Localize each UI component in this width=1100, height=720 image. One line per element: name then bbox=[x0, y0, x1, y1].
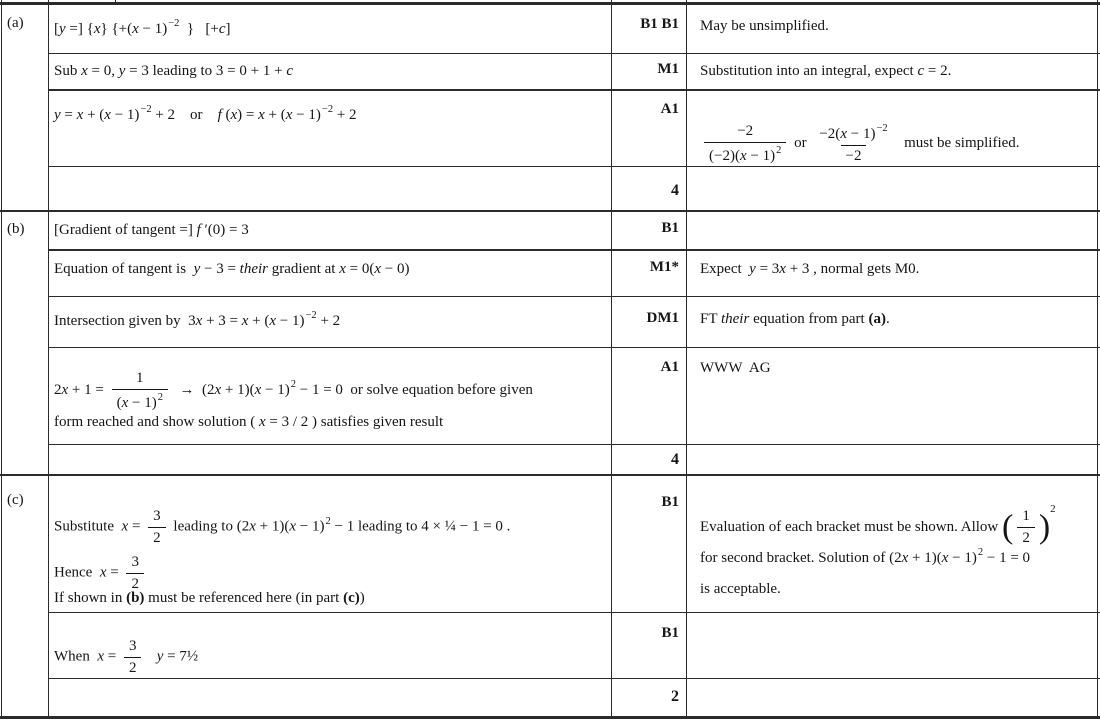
math-token: f bbox=[217, 107, 222, 123]
math-token: or bbox=[790, 135, 811, 152]
answer-c-row2 bbox=[54, 637, 604, 678]
guidance-a-row3 bbox=[700, 122, 1092, 166]
mark-cell: DM1 bbox=[646, 310, 679, 326]
answer-a-row1 bbox=[54, 17, 604, 39]
math-token: + 2 or bbox=[151, 107, 218, 123]
math-token: 2 bbox=[977, 547, 984, 558]
mark-cell: B1 bbox=[661, 220, 679, 236]
math-token: x bbox=[61, 382, 69, 399]
math-token: − 1) bbox=[746, 147, 776, 164]
table-border bbox=[48, 0, 49, 716]
math-token: y bbox=[59, 21, 66, 37]
mark-cell: B1 B1 bbox=[640, 16, 679, 32]
guidance-c-row1-line2 bbox=[700, 546, 1092, 568]
math-token: − 1) bbox=[276, 313, 305, 329]
math-token: x bbox=[97, 648, 104, 665]
math-token: − 1) bbox=[292, 107, 321, 123]
math-token: When bbox=[54, 648, 98, 665]
guidance-a-row2 bbox=[700, 62, 1092, 81]
math-token: y bbox=[54, 107, 61, 123]
math-token: = 3 leading to 3 = 0 + 1 + bbox=[125, 63, 287, 79]
math-token: (c) bbox=[343, 590, 360, 606]
math-token: must be simplified. bbox=[896, 135, 1020, 152]
total-marks-b: 4 bbox=[671, 451, 679, 468]
math-token: Evaluation of each bracket must be shown. Allow bbox=[700, 519, 1003, 535]
math-token: x bbox=[254, 382, 262, 399]
answer-c-row1-line2 bbox=[54, 553, 604, 594]
answer-b-row4-line1 bbox=[54, 369, 604, 413]
math-token: their bbox=[239, 261, 268, 277]
math-token: x bbox=[901, 550, 909, 566]
math-token: 1 bbox=[136, 370, 144, 386]
math-token: − 1) bbox=[296, 518, 325, 535]
table-border bbox=[48, 296, 1100, 297]
math-token: −2 bbox=[737, 123, 754, 139]
math-token: May be unsimplified. bbox=[700, 18, 829, 34]
math-token: 3 bbox=[153, 508, 161, 524]
math-token: x bbox=[241, 313, 249, 329]
table-border bbox=[48, 166, 1100, 167]
answer-b-row4-line2 bbox=[54, 413, 604, 432]
math-token: + 1 = bbox=[68, 382, 108, 399]
math-token: + 2 bbox=[333, 107, 357, 123]
guidance-a-row1 bbox=[700, 17, 1092, 36]
math-token: ] bbox=[225, 21, 231, 37]
math-token: } [+ bbox=[179, 21, 219, 37]
math-token: 2 bbox=[157, 391, 163, 403]
math-token: c bbox=[286, 63, 293, 79]
math-token: ( bbox=[1002, 508, 1014, 546]
math-token: 2 bbox=[128, 659, 137, 676]
mark-cell: A1 bbox=[660, 359, 679, 375]
math-token: = 7½ bbox=[163, 648, 199, 665]
answer-b-row2 bbox=[54, 260, 604, 279]
math-token: = bbox=[106, 564, 123, 581]
math-token: their bbox=[720, 311, 750, 327]
math-token: x bbox=[99, 564, 107, 581]
math-token: x bbox=[258, 414, 266, 430]
math-token: 2 bbox=[325, 515, 331, 527]
math-token: − 0) bbox=[381, 261, 410, 277]
math-token: ) bbox=[359, 590, 365, 606]
math-token: (a) bbox=[868, 311, 886, 327]
math-token: 3 bbox=[128, 638, 137, 654]
math-token: 2 bbox=[54, 382, 62, 399]
math-token: leading to (2 bbox=[169, 518, 250, 535]
math-token: c bbox=[917, 63, 925, 79]
fraction bbox=[814, 122, 892, 166]
math-token: x bbox=[285, 107, 293, 123]
math-token: is acceptable. bbox=[700, 581, 781, 597]
guidance-c-row1-line3 bbox=[700, 580, 1092, 599]
fraction bbox=[112, 369, 168, 413]
math-token: − 1) bbox=[110, 107, 140, 123]
math-token: x bbox=[289, 518, 297, 535]
fraction bbox=[126, 553, 144, 594]
math-token: must be referenced here (in part bbox=[144, 590, 344, 606]
math-token: → (2 bbox=[171, 382, 215, 399]
math-token: 2 bbox=[290, 379, 296, 391]
math-token: x bbox=[258, 107, 265, 123]
math-token: =] { bbox=[65, 21, 94, 37]
math-token: − 3 = bbox=[200, 261, 240, 277]
table-border bbox=[48, 53, 1100, 54]
fraction bbox=[148, 507, 166, 548]
guidance-c-row1-line1 bbox=[700, 503, 1092, 548]
math-token: + 3 , normal gets M0. bbox=[785, 261, 920, 277]
math-token: f bbox=[196, 222, 201, 238]
table-border bbox=[48, 444, 1100, 445]
math-token: WWW AG bbox=[700, 360, 771, 376]
fraction bbox=[124, 637, 142, 678]
math-token: y bbox=[749, 261, 756, 277]
math-token: − 1) bbox=[138, 21, 168, 37]
guidance-b-row4 bbox=[700, 359, 1092, 378]
math-token: = 3 bbox=[755, 261, 780, 277]
math-token: 2 bbox=[1022, 530, 1030, 547]
mark-cell: M1* bbox=[649, 259, 679, 275]
guidance-b-row2 bbox=[700, 260, 1092, 279]
math-token: + 3 = bbox=[202, 313, 242, 329]
mark-cell: B1 bbox=[661, 625, 679, 641]
math-token: form reached and show solution ( bbox=[54, 414, 259, 430]
table-border bbox=[686, 0, 687, 716]
table-border bbox=[48, 89, 1100, 91]
math-token: Substitution into an integral, expect bbox=[700, 63, 918, 79]
table-border bbox=[115, 0, 116, 3]
math-token: gradient at bbox=[268, 261, 340, 277]
table-border bbox=[611, 0, 612, 716]
math-token: + 1)( bbox=[255, 518, 290, 535]
math-token: = bbox=[128, 518, 145, 535]
math-token: x bbox=[104, 107, 111, 123]
math-token: = 0, bbox=[87, 63, 119, 79]
math-token: + 1)( bbox=[908, 550, 942, 566]
math-token: − 1 = 0 bbox=[983, 550, 1031, 566]
math-token: x bbox=[76, 107, 84, 123]
math-token: y bbox=[118, 63, 126, 79]
math-token: x bbox=[249, 518, 256, 535]
math-token: + ( bbox=[264, 107, 286, 123]
total-marks-c: 2 bbox=[671, 688, 679, 705]
math-token: x bbox=[81, 63, 88, 79]
math-token: [Gradient of tangent =] bbox=[54, 222, 197, 238]
part-label-b: (b) bbox=[7, 221, 25, 237]
math-token: x bbox=[339, 261, 346, 277]
math-token: x bbox=[93, 21, 101, 37]
math-token: x bbox=[132, 21, 139, 37]
answer-c-row1-line1 bbox=[54, 507, 604, 548]
table-border bbox=[48, 249, 1100, 251]
math-token: ) = bbox=[237, 107, 259, 123]
math-token bbox=[145, 649, 156, 665]
math-token: x bbox=[739, 147, 747, 164]
table-border bbox=[0, 716, 1100, 719]
table-border bbox=[1097, 0, 1098, 719]
math-token: −2 bbox=[876, 123, 888, 134]
math-token: If shown in bbox=[54, 590, 127, 606]
mark-cell: M1 bbox=[657, 61, 679, 77]
math-token: − 1) bbox=[846, 126, 876, 142]
answer-c-row1-line3 bbox=[54, 589, 604, 608]
math-token: Expect bbox=[700, 261, 750, 277]
math-token: x bbox=[230, 107, 238, 123]
fraction bbox=[704, 122, 786, 166]
math-token: + 2 bbox=[316, 313, 341, 329]
math-token: −2( bbox=[819, 126, 841, 142]
math-token: −2 bbox=[321, 104, 334, 115]
math-token: = bbox=[104, 648, 120, 665]
math-token: ( bbox=[221, 107, 231, 123]
math-token: equation from part bbox=[749, 311, 869, 327]
table-border bbox=[0, 2, 1100, 5]
answer-a-row3 bbox=[54, 103, 604, 125]
math-token: Substitute bbox=[54, 518, 122, 535]
math-token: − 1) bbox=[128, 394, 157, 411]
math-token: 3 bbox=[131, 554, 139, 570]
math-token: Equation of tangent is bbox=[54, 261, 194, 277]
math-token: x bbox=[779, 261, 786, 277]
math-token: − 1) bbox=[261, 382, 290, 399]
math-token: } {+( bbox=[100, 21, 133, 37]
math-token: for second bracket. Solution of (2 bbox=[700, 550, 902, 566]
total-marks-a: 4 bbox=[671, 182, 679, 199]
math-token: + 1)( bbox=[221, 382, 255, 399]
math-token: + ( bbox=[83, 107, 105, 123]
math-token: x bbox=[195, 313, 203, 329]
math-token: y bbox=[156, 648, 164, 665]
math-token: 1 bbox=[1022, 508, 1030, 525]
guidance-b-row3 bbox=[700, 310, 1092, 329]
part-label-a: (a) bbox=[7, 15, 24, 31]
math-token: [ bbox=[54, 21, 59, 37]
math-token: Intersection given by 3 bbox=[54, 313, 196, 329]
math-token: Sub bbox=[54, 63, 82, 79]
table-border bbox=[48, 678, 1100, 679]
fraction bbox=[1017, 507, 1035, 548]
answer-b-row1 bbox=[54, 221, 604, 240]
answer-a-row2 bbox=[54, 62, 604, 81]
table-border bbox=[48, 347, 1100, 348]
math-token: 2 bbox=[1050, 503, 1056, 515]
math-token: FT bbox=[700, 311, 721, 327]
math-token: y bbox=[193, 261, 201, 277]
math-token: −2 bbox=[845, 147, 862, 164]
math-token: (−2)( bbox=[709, 147, 740, 164]
math-token: . bbox=[885, 311, 890, 327]
math-token: x bbox=[941, 550, 949, 566]
math-token: −2 bbox=[140, 104, 152, 115]
math-token: − 1 leading to 4 × ¼ − 1 = 0 . bbox=[330, 518, 511, 535]
math-token: 2 bbox=[776, 144, 782, 156]
mark-cell: A1 bbox=[660, 101, 679, 117]
math-token: = bbox=[60, 107, 77, 123]
table-border bbox=[0, 474, 1100, 476]
math-token: − 1 = 0 or solve equation before given bbox=[296, 382, 533, 399]
math-token: x bbox=[374, 261, 382, 277]
math-token: x bbox=[214, 382, 222, 399]
part-label-c: (c) bbox=[7, 492, 24, 508]
math-token: x bbox=[121, 394, 129, 411]
math-token: (b) bbox=[126, 590, 145, 606]
table-border bbox=[0, 210, 1100, 212]
math-token: −2 bbox=[168, 18, 180, 29]
table-border bbox=[1, 0, 2, 719]
math-token: x bbox=[840, 126, 847, 142]
math-token: x bbox=[121, 518, 129, 535]
math-token: c bbox=[218, 21, 226, 37]
math-token: − 1) bbox=[948, 550, 977, 566]
math-token: −2 bbox=[305, 310, 317, 321]
math-token: ′(0) = 3 bbox=[200, 222, 249, 238]
math-token: = 2. bbox=[924, 63, 952, 79]
mark-cell: B1 bbox=[661, 494, 679, 510]
math-token: x bbox=[269, 313, 277, 329]
math-token: 2 bbox=[131, 575, 139, 592]
math-token: = 3 / 2 ) satisfies given result bbox=[265, 414, 444, 430]
math-token: Hence bbox=[54, 564, 100, 581]
math-token: = 0( bbox=[345, 261, 375, 277]
math-token: ( bbox=[116, 394, 122, 411]
math-token: 2 bbox=[153, 529, 161, 546]
math-token: ) bbox=[1038, 508, 1051, 546]
answer-b-row3 bbox=[54, 309, 604, 331]
math-token: + ( bbox=[248, 313, 270, 329]
table-border bbox=[48, 612, 1100, 613]
